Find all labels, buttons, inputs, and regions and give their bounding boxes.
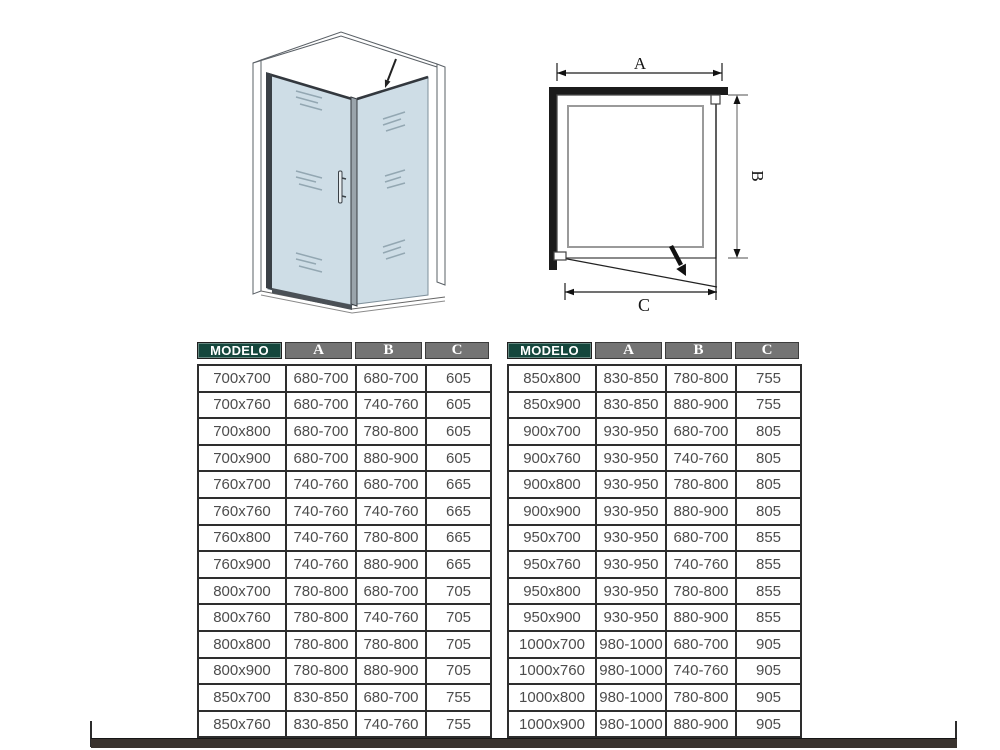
table-cell: 705 — [426, 604, 491, 631]
size-table-right-body — [507, 364, 802, 738]
table-cell: 780-800 — [286, 578, 356, 605]
table-cell: 665 — [426, 525, 491, 552]
table-cell: 680-700 — [286, 365, 356, 392]
table-cell: 930-950 — [596, 604, 666, 631]
table-cell: 755 — [736, 392, 801, 419]
table-cell: 900x900 — [508, 498, 596, 525]
door-swing-line — [562, 258, 717, 287]
table-cell: 760x700 — [198, 471, 286, 498]
wall-top-outer-edge — [261, 32, 437, 64]
header-modelo: MODELO — [507, 342, 592, 359]
table-cell: 705 — [426, 631, 491, 658]
table-row — [198, 711, 491, 738]
table-cell: 780-800 — [356, 631, 426, 658]
dimension-plan-diagram — [549, 54, 767, 315]
table-cell: 740-760 — [356, 711, 426, 738]
table-cell: 740-760 — [666, 551, 736, 578]
table-row — [508, 445, 801, 472]
table-cell: 805 — [736, 498, 801, 525]
table-cell: 830-850 — [596, 365, 666, 392]
table-row — [508, 631, 801, 658]
table-cell: 760x900 — [198, 551, 286, 578]
table-cell: 700x900 — [198, 445, 286, 472]
table-cell: 980-1000 — [596, 631, 666, 658]
table-row — [508, 498, 801, 525]
table-row — [508, 365, 801, 392]
table-row — [198, 365, 491, 392]
table-cell: 800x900 — [198, 658, 286, 685]
table-row — [198, 498, 491, 525]
top-diagrams — [0, 0, 1000, 335]
table-cell: 680-700 — [286, 392, 356, 419]
table-cell: 780-800 — [666, 365, 736, 392]
table-cell: 665 — [426, 551, 491, 578]
table-cell: 780-800 — [286, 658, 356, 685]
table-row — [198, 631, 491, 658]
table-cell: 855 — [736, 525, 801, 552]
table-cell: 1000x900 — [508, 711, 596, 738]
table-cell: 755 — [736, 365, 801, 392]
table-cell: 930-950 — [596, 471, 666, 498]
table-cell: 700x700 — [198, 365, 286, 392]
table-cell: 680-700 — [356, 471, 426, 498]
table-cell: 905 — [736, 658, 801, 685]
table-cell: 930-950 — [596, 525, 666, 552]
table-row — [198, 392, 491, 419]
table-cell: 880-900 — [666, 604, 736, 631]
table-cell: 805 — [736, 445, 801, 472]
table-row — [508, 658, 801, 685]
table-cell: 930-950 — [596, 418, 666, 445]
dim-c-label: C — [637, 295, 651, 315]
table-row — [508, 392, 801, 419]
dimension-a — [557, 54, 722, 81]
table-cell: 780-800 — [666, 578, 736, 605]
table-cell: 830-850 — [286, 684, 356, 711]
dim-b-label: B — [748, 170, 767, 182]
table-row — [508, 604, 801, 631]
table-cell: 855 — [736, 551, 801, 578]
table-cell: 800x760 — [198, 604, 286, 631]
table-cell: 680-700 — [356, 578, 426, 605]
table-cell: 780-800 — [356, 418, 426, 445]
table-cell: 665 — [426, 498, 491, 525]
side-glass-panel — [357, 77, 428, 304]
table-cell: 740-760 — [286, 498, 356, 525]
table-cell: 780-800 — [666, 684, 736, 711]
table-cell: 880-900 — [356, 445, 426, 472]
table-cell: 900x700 — [508, 418, 596, 445]
header-c: C — [425, 342, 489, 359]
table-cell: 740-760 — [356, 498, 426, 525]
table-cell: 980-1000 — [596, 711, 666, 738]
table-cell: 680-700 — [356, 365, 426, 392]
dim-a-label: A — [633, 54, 647, 73]
table-cell: 740-760 — [666, 658, 736, 685]
table-cell: 905 — [736, 711, 801, 738]
table-cell: 950x700 — [508, 525, 596, 552]
table-cell: 605 — [426, 445, 491, 472]
table-cell: 605 — [426, 365, 491, 392]
table-cell: 680-700 — [666, 525, 736, 552]
plan-left-wall — [549, 87, 557, 270]
table-cell: 740-760 — [356, 392, 426, 419]
table-cell: 850x760 — [198, 711, 286, 738]
table-row — [198, 445, 491, 472]
shower-3d-diagram — [253, 32, 445, 313]
table-cell: 1000x760 — [508, 658, 596, 685]
wall-top-inner-edge — [253, 36, 437, 67]
plan-top-wall — [557, 87, 728, 95]
table-cell: 605 — [426, 392, 491, 419]
table-cell: 665 — [426, 471, 491, 498]
table-row — [198, 684, 491, 711]
table-cell: 880-900 — [356, 658, 426, 685]
size-table-left-header — [197, 342, 490, 359]
table-cell: 930-950 — [596, 445, 666, 472]
table-cell: 905 — [736, 684, 801, 711]
table-cell: 780-800 — [286, 631, 356, 658]
left-wall-edge — [253, 60, 261, 294]
table-row — [508, 578, 801, 605]
top-pointer-arrow-icon — [385, 59, 396, 88]
size-table-left — [197, 342, 490, 738]
table-cell: 705 — [426, 658, 491, 685]
table-cell: 680-700 — [666, 418, 736, 445]
table-cell: 1000x700 — [508, 631, 596, 658]
table-cell: 800x700 — [198, 578, 286, 605]
header-c: C — [735, 342, 799, 359]
table-cell: 950x760 — [508, 551, 596, 578]
table-cell: 930-950 — [596, 578, 666, 605]
table-cell: 680-700 — [356, 684, 426, 711]
table-cell: 740-760 — [666, 445, 736, 472]
door-pivot-block — [554, 252, 566, 260]
table-cell: 755 — [426, 684, 491, 711]
size-table-right — [507, 342, 800, 738]
hinge-profile — [266, 72, 272, 290]
table-row — [198, 471, 491, 498]
table-cell: 700x760 — [198, 392, 286, 419]
table-cell: 830-850 — [286, 711, 356, 738]
table-row — [198, 525, 491, 552]
table-cell: 780-800 — [356, 525, 426, 552]
table-cell: 880-900 — [666, 392, 736, 419]
table-cell: 855 — [736, 578, 801, 605]
table-row — [198, 578, 491, 605]
table-cell: 930-950 — [596, 551, 666, 578]
table-row — [508, 418, 801, 445]
table-cell: 700x800 — [198, 418, 286, 445]
table-cell: 680-700 — [286, 418, 356, 445]
table-cell: 900x760 — [508, 445, 596, 472]
table-cell: 740-760 — [286, 471, 356, 498]
table-cell: 900x800 — [508, 471, 596, 498]
table-cell: 850x900 — [508, 392, 596, 419]
table-cell: 800x800 — [198, 631, 286, 658]
plan-hinge-block — [711, 95, 720, 104]
table-row — [198, 658, 491, 685]
table-cell: 760x800 — [198, 525, 286, 552]
table-cell: 805 — [736, 418, 801, 445]
table-cell: 605 — [426, 418, 491, 445]
table-row — [508, 684, 801, 711]
table-cell: 680-700 — [286, 445, 356, 472]
table-cell: 950x800 — [508, 578, 596, 605]
table-cell: 880-900 — [666, 711, 736, 738]
table-cell: 740-760 — [286, 525, 356, 552]
corner-post — [351, 97, 357, 306]
table-cell: 830-850 — [596, 392, 666, 419]
bottom-crop-bar — [91, 738, 957, 748]
table-row — [508, 551, 801, 578]
table-row — [508, 471, 801, 498]
header-a: A — [595, 342, 662, 359]
table-cell: 950x900 — [508, 604, 596, 631]
header-a: A — [285, 342, 352, 359]
table-cell: 980-1000 — [596, 684, 666, 711]
table-row — [198, 604, 491, 631]
table-cell: 905 — [736, 631, 801, 658]
table-cell: 855 — [736, 604, 801, 631]
plan-enclosure — [557, 95, 716, 258]
header-b: B — [665, 342, 732, 359]
table-cell: 880-900 — [666, 498, 736, 525]
table-cell: 780-800 — [666, 471, 736, 498]
table-cell: 740-760 — [356, 604, 426, 631]
table-row — [198, 551, 491, 578]
size-table-left-body — [197, 364, 492, 738]
table-cell: 930-950 — [596, 498, 666, 525]
header-modelo: MODELO — [197, 342, 282, 359]
dimension-c — [565, 283, 717, 315]
table-cell: 850x800 — [508, 365, 596, 392]
table-cell: 755 — [426, 711, 491, 738]
size-table-right-header — [507, 342, 800, 359]
dimension-b — [728, 95, 767, 258]
table-cell: 980-1000 — [596, 658, 666, 685]
table-cell: 1000x800 — [508, 684, 596, 711]
table-row — [508, 525, 801, 552]
right-wall-edge — [437, 64, 445, 285]
table-row — [198, 418, 491, 445]
table-cell: 780-800 — [286, 604, 356, 631]
table-cell: 805 — [736, 471, 801, 498]
header-b: B — [355, 342, 422, 359]
table-cell: 850x700 — [198, 684, 286, 711]
table-cell: 760x760 — [198, 498, 286, 525]
table-cell: 880-900 — [356, 551, 426, 578]
table-cell: 740-760 — [286, 551, 356, 578]
table-cell: 705 — [426, 578, 491, 605]
table-cell: 680-700 — [666, 631, 736, 658]
table-row — [508, 711, 801, 738]
